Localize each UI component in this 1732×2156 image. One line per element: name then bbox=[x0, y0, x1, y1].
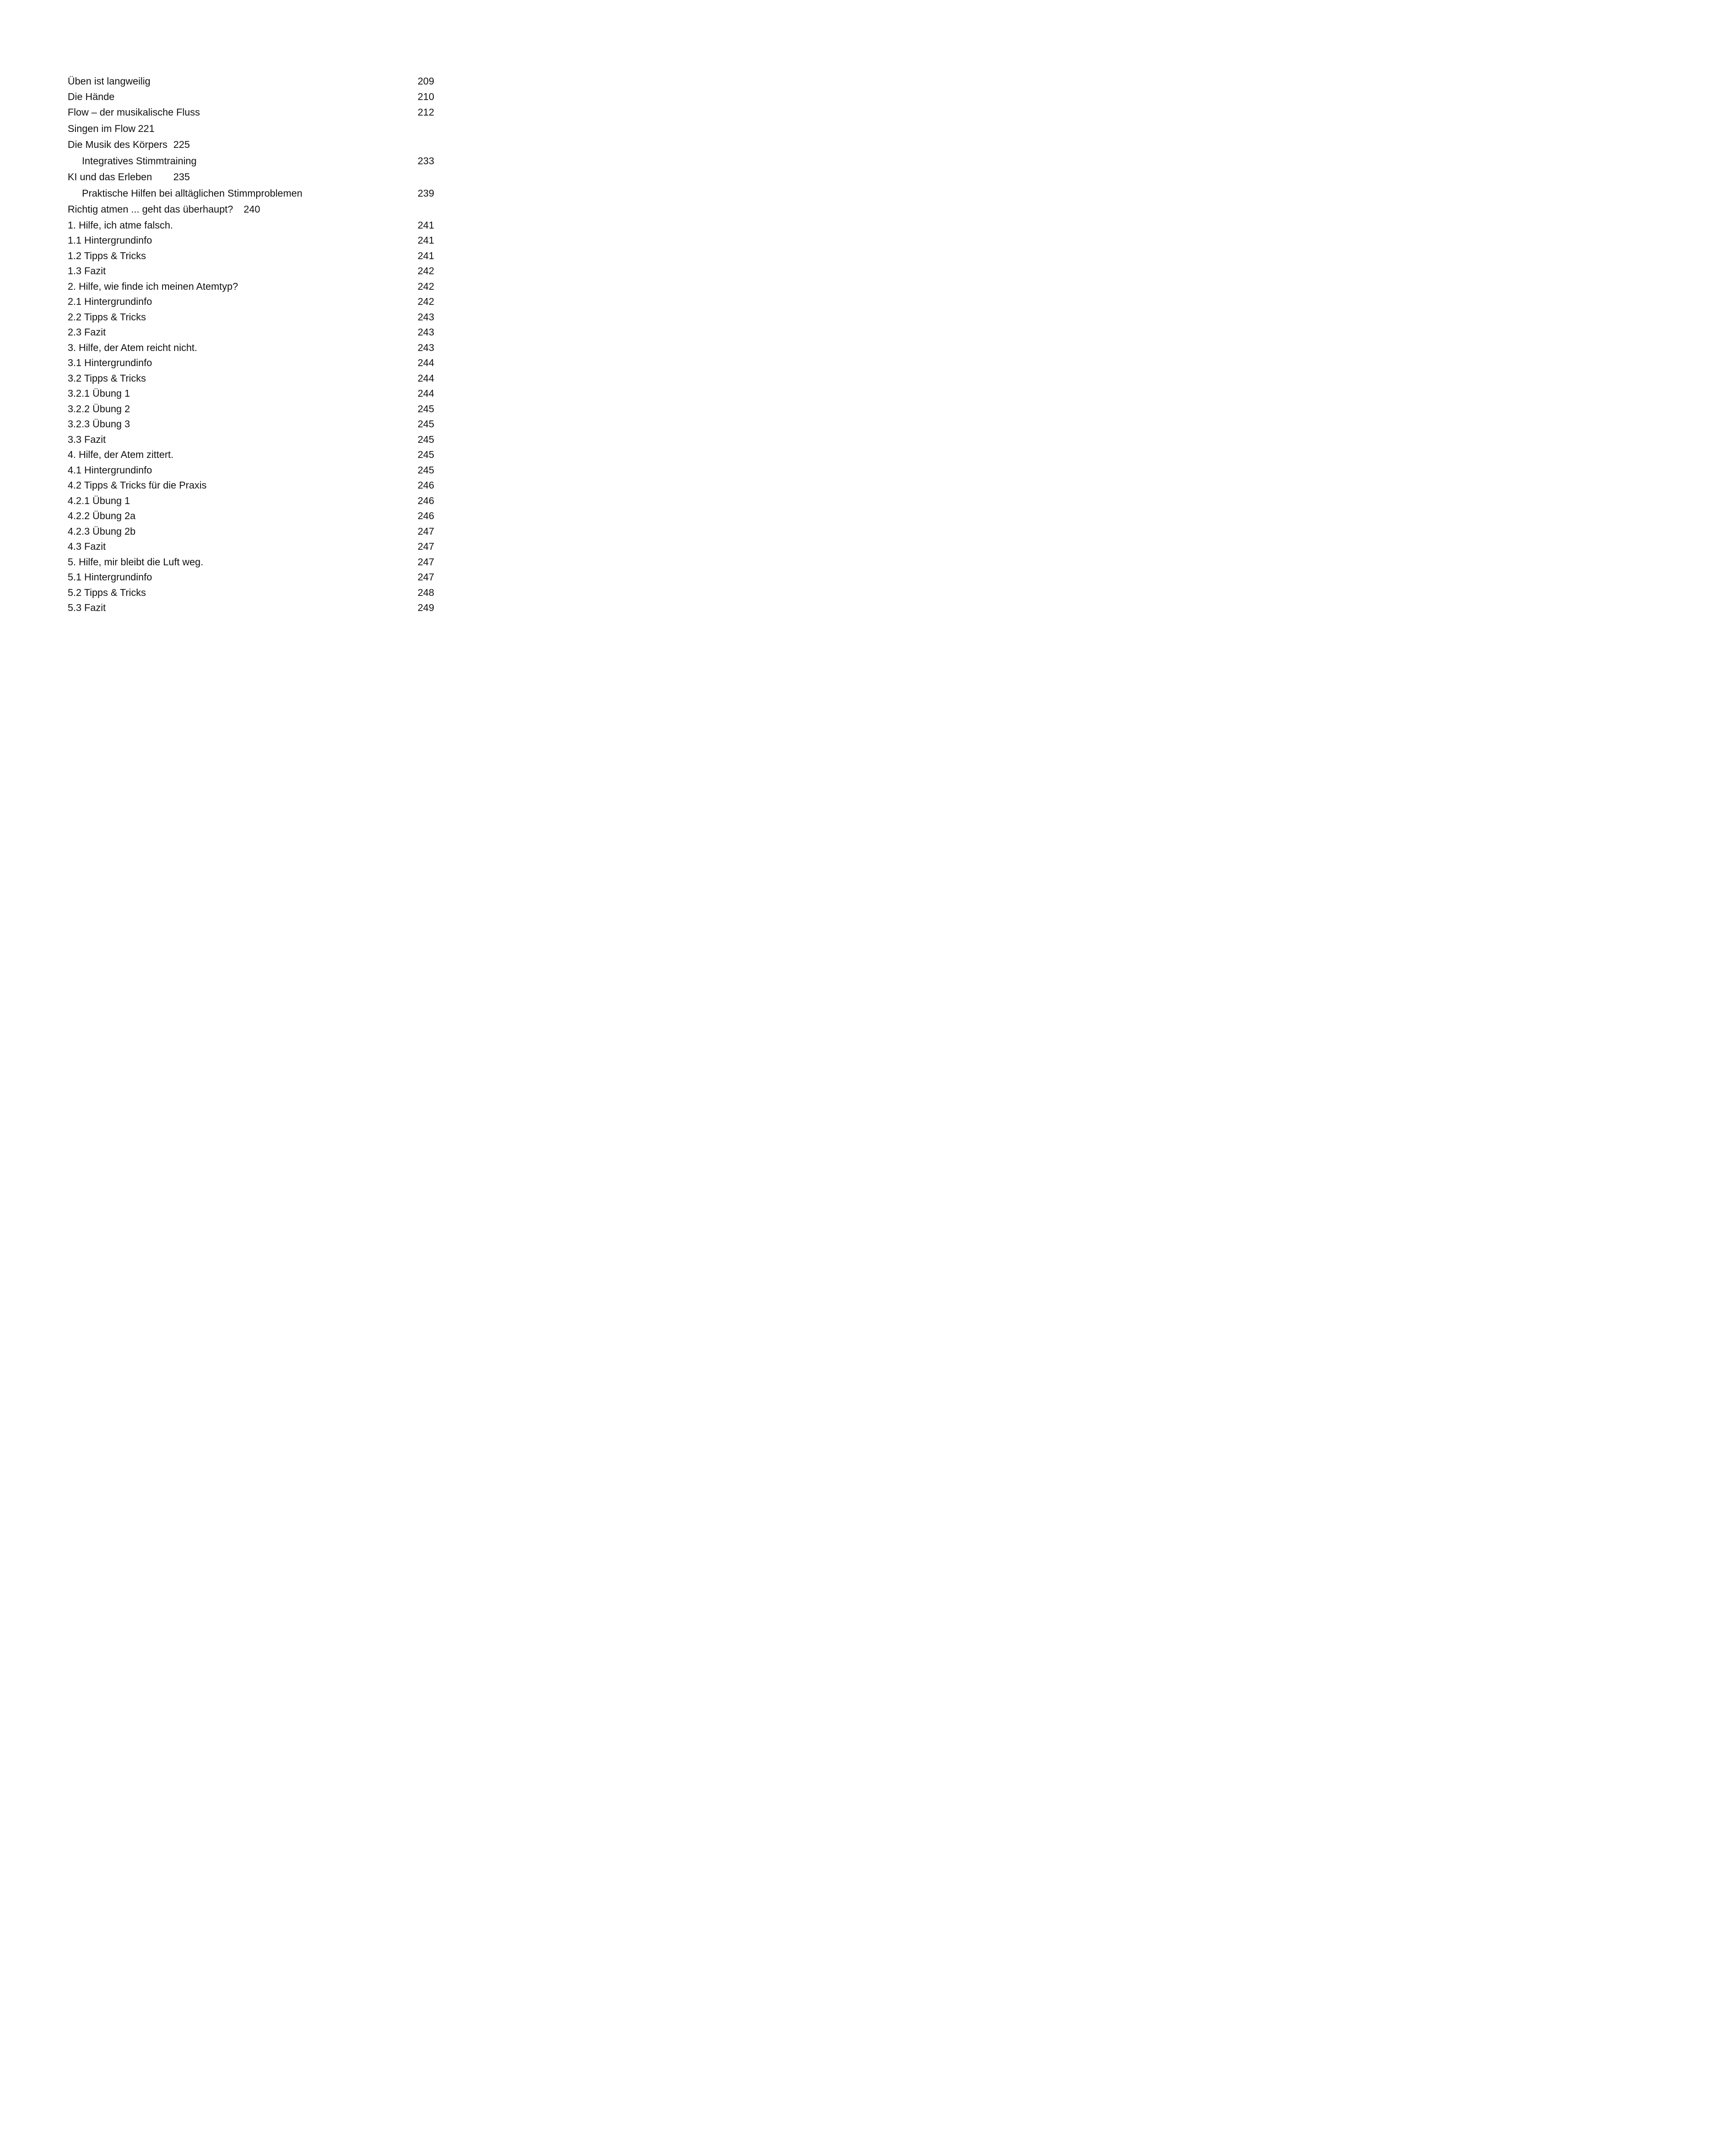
toc-entry-title: 3.2.3 Übung 3 bbox=[68, 418, 130, 429]
toc-entry-title: KI und das Erleben bbox=[68, 171, 152, 182]
toc-entry-title: 3.3 Fazit bbox=[68, 433, 106, 445]
toc-entry bbox=[68, 104, 434, 121]
toc-entry bbox=[68, 508, 434, 524]
toc-entry-page: 242 bbox=[417, 296, 434, 307]
toc-entry-page: 245 bbox=[417, 449, 434, 460]
toc-entry-title: 5.2 Tipps & Tricks bbox=[68, 586, 146, 598]
toc-entry-title: 1.3 Fazit bbox=[68, 265, 106, 276]
toc-entry-page: 235 bbox=[173, 171, 190, 182]
toc-entry-title: 4. Hilfe, der Atem zittert. bbox=[68, 449, 174, 460]
toc-entry bbox=[68, 570, 434, 585]
toc-entry bbox=[68, 89, 434, 105]
toc-entry-page: 241 bbox=[417, 250, 434, 261]
toc-entry bbox=[68, 539, 434, 555]
toc-entry bbox=[68, 600, 434, 616]
toc-entry bbox=[68, 432, 434, 448]
toc-entry bbox=[68, 585, 434, 601]
toc-entry bbox=[68, 74, 434, 89]
toc-entry bbox=[68, 294, 434, 310]
toc-entry-title: 2.3 Fazit bbox=[68, 326, 106, 338]
toc-entry bbox=[68, 201, 434, 218]
toc-entry bbox=[68, 493, 434, 509]
toc-entry-page: 249 bbox=[417, 602, 434, 613]
toc-entry-title: 3.2.2 Übung 2 bbox=[68, 403, 130, 414]
toc-entry-title: 3.2 Tipps & Tricks bbox=[68, 372, 146, 384]
toc-entry bbox=[68, 340, 434, 356]
toc-entry-page: 209 bbox=[417, 75, 434, 87]
toc-entry bbox=[68, 263, 434, 279]
toc-entry bbox=[68, 463, 434, 478]
toc-entry-title: Flow – der musikalische Fluss bbox=[68, 107, 200, 118]
toc-entry-title: 3.1 Hintergrundinfo bbox=[68, 357, 152, 368]
toc-entry-page: 247 bbox=[417, 525, 434, 537]
toc-entry bbox=[68, 153, 434, 169]
document-page bbox=[0, 0, 479, 676]
toc-entry bbox=[68, 218, 434, 233]
toc-entry bbox=[68, 478, 434, 493]
toc-entry bbox=[68, 447, 434, 463]
toc-entry-title: 5.1 Hintergrundinfo bbox=[68, 571, 152, 583]
toc-entry-page: 246 bbox=[417, 495, 434, 506]
toc-entry-page: 244 bbox=[417, 372, 434, 384]
toc-entry-page: 246 bbox=[417, 479, 434, 491]
toc-entry-title: 1. Hilfe, ich atme falsch. bbox=[68, 219, 173, 231]
toc-entry-page: 246 bbox=[417, 510, 434, 521]
toc-entry-title: Praktische Hilfen bei alltäglichen Stimmproblemen bbox=[82, 187, 303, 199]
toc-entry-page: 247 bbox=[417, 541, 434, 552]
toc-entry-page: 241 bbox=[417, 219, 434, 231]
toc-entry-title: 5.3 Fazit bbox=[68, 602, 106, 613]
toc-entry-title: 3.2.1 Übung 1 bbox=[68, 388, 130, 399]
toc-entry-title: 1.2 Tipps & Tricks bbox=[68, 250, 146, 261]
toc-entry-page: 244 bbox=[417, 357, 434, 368]
toc-entry-title: 4.1 Hintergrundinfo bbox=[68, 464, 152, 476]
toc-entry-title: 3. Hilfe, der Atem reicht nicht. bbox=[68, 342, 197, 353]
toc-entry-title: 5. Hilfe, mir bleibt die Luft weg. bbox=[68, 556, 204, 567]
toc-entry-title: Die Musik des Körpers bbox=[68, 139, 168, 150]
toc-entry-page: 243 bbox=[417, 311, 434, 323]
toc-entry-title: Richtig atmen ... geht das überhaupt? bbox=[68, 204, 233, 215]
toc-entry-title: 2.2 Tipps & Tricks bbox=[68, 311, 146, 323]
toc-entry bbox=[68, 137, 434, 153]
toc-entry bbox=[68, 121, 434, 137]
toc-entry-page: 243 bbox=[417, 326, 434, 338]
toc-entry bbox=[68, 185, 434, 202]
toc-entry-page: 247 bbox=[417, 571, 434, 583]
toc-entry-page: 247 bbox=[417, 556, 434, 567]
toc-entry bbox=[68, 169, 434, 185]
toc-entry-title: Integratives Stimmtraining bbox=[82, 155, 197, 166]
toc-entry-page: 245 bbox=[417, 403, 434, 414]
toc-entry-page: 241 bbox=[417, 235, 434, 246]
toc-entry bbox=[68, 233, 434, 248]
toc-entry-title: 4.3 Fazit bbox=[68, 541, 106, 552]
toc-entry bbox=[68, 401, 434, 417]
toc-entry-title: 2.1 Hintergrundinfo bbox=[68, 296, 152, 307]
toc-entry-page: 221 bbox=[138, 122, 155, 134]
toc-entry-page: 240 bbox=[244, 204, 260, 215]
toc-entry-page: 233 bbox=[417, 155, 434, 166]
toc-entry bbox=[68, 279, 434, 295]
toc-entry bbox=[68, 355, 434, 371]
toc-entry bbox=[68, 524, 434, 539]
toc-entry-page: 242 bbox=[417, 265, 434, 276]
toc-entry-page: 245 bbox=[417, 433, 434, 445]
toc-entry bbox=[68, 248, 434, 264]
toc-entry-page: 242 bbox=[417, 280, 434, 292]
toc-entry-page: 243 bbox=[417, 342, 434, 353]
toc-entry-page: 239 bbox=[417, 187, 434, 199]
toc-entry bbox=[68, 417, 434, 432]
toc-entry-page: 248 bbox=[417, 586, 434, 598]
toc-entry-page: 244 bbox=[417, 388, 434, 399]
toc-entry-page: 210 bbox=[417, 91, 434, 102]
toc-entry-title: 4.2.3 Übung 2b bbox=[68, 525, 136, 537]
toc-entry-title: 2. Hilfe, wie finde ich meinen Atemtyp? bbox=[68, 280, 238, 292]
toc-entry bbox=[68, 371, 434, 386]
toc-entry-page: 245 bbox=[417, 418, 434, 429]
toc-entry bbox=[68, 325, 434, 340]
toc-entry-title: Üben ist langweilig bbox=[68, 75, 150, 87]
toc-entry bbox=[68, 310, 434, 325]
toc-entry-title: 1.1 Hintergrundinfo bbox=[68, 235, 152, 246]
toc-entry-title: Singen im Flow bbox=[68, 122, 136, 134]
toc-entry-page: 245 bbox=[417, 464, 434, 476]
toc-entry-title: 4.2 Tipps & Tricks für die Praxis bbox=[68, 479, 207, 491]
toc-entry-title: 4.2.2 Übung 2a bbox=[68, 510, 136, 521]
toc-entry bbox=[68, 386, 434, 401]
table-of-contents bbox=[68, 74, 434, 616]
toc-entry-title: 4.2.1 Übung 1 bbox=[68, 495, 130, 506]
toc-entry-title: Die Hände bbox=[68, 91, 115, 102]
toc-entry-page: 212 bbox=[417, 107, 434, 118]
toc-entry-page: 225 bbox=[173, 139, 190, 150]
toc-entry bbox=[68, 555, 434, 570]
